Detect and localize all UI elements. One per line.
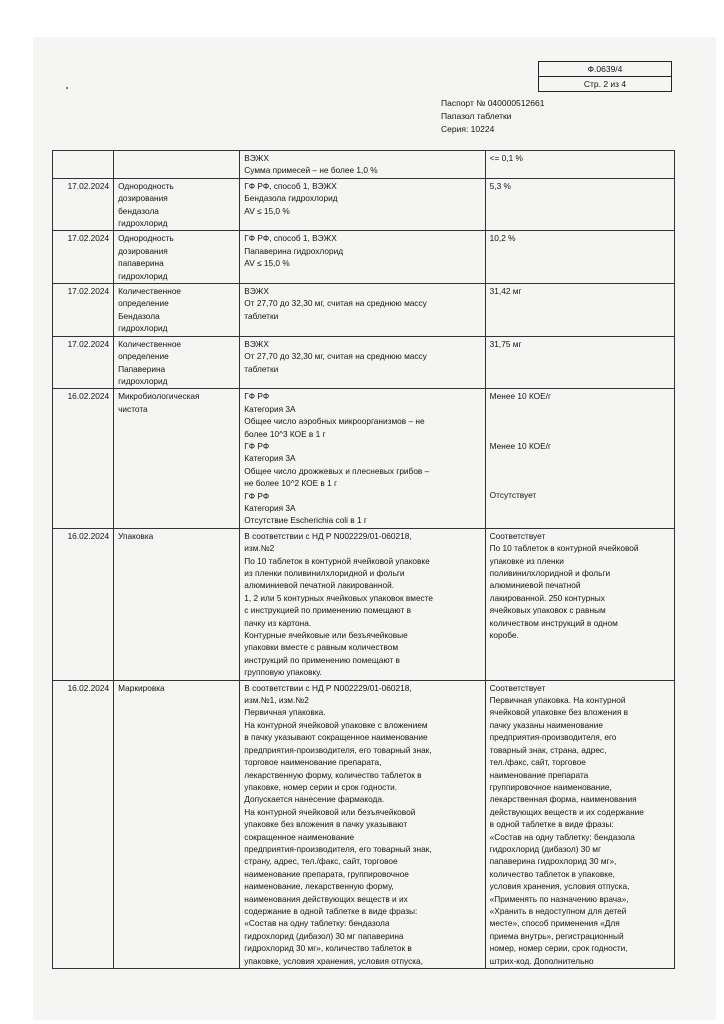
passport-header xyxy=(441,97,544,136)
specification-line: Допускается нанесение фармакода. xyxy=(244,794,385,805)
test-name-line: Количественное xyxy=(118,286,182,297)
result-line: Отсутствует xyxy=(489,490,537,501)
specification-line: Общее число дрожжевых и плесневых грибов – xyxy=(244,465,430,476)
table-row xyxy=(53,680,675,968)
specification-line: наименование, лекарственную форму, xyxy=(244,881,394,892)
specification-line: содержание в одной таблетке в виде фразы: xyxy=(244,905,418,916)
result-cell xyxy=(485,231,674,284)
table-row xyxy=(53,389,675,528)
specification-cell xyxy=(240,178,485,231)
result-line: «Применять по назначению врача», xyxy=(489,893,629,904)
table-row xyxy=(53,528,675,680)
result-line: лакированной. 250 контурных xyxy=(489,592,605,603)
test-name-cell xyxy=(114,680,240,968)
test-name-line: Микробиологическая xyxy=(118,391,200,402)
result-line: Менее 10 КОЕ/г xyxy=(489,440,551,451)
result-cell xyxy=(485,151,674,179)
test-name-line: бендазола xyxy=(118,205,159,216)
result-line: приема внутрь», регистрационный xyxy=(489,930,624,941)
test-name-line: дозирования xyxy=(118,193,168,204)
specification-line: предприятия-производителя, его товарный знак, xyxy=(244,744,432,755)
test-name-line: гидрохлорид xyxy=(118,218,168,229)
specification-cell xyxy=(240,151,485,179)
specification-line: Отсутствие Escherichia coli в 1 г xyxy=(244,515,367,526)
specification-line: Категория 3А xyxy=(244,502,296,513)
specification-line: ВЭЖХ xyxy=(244,153,269,163)
scan-speck xyxy=(66,87,68,89)
specification-line: инструкций по применению помещают в xyxy=(244,654,400,665)
specification-line: «Состав на одну таблетку: бендазола xyxy=(244,918,390,929)
result-line: предприятия-производителя, его xyxy=(489,732,617,743)
specification-line: AV ≤ 15,0 % xyxy=(244,258,290,269)
test-name-cell xyxy=(114,151,240,179)
test-date: 16.02.2024 xyxy=(53,389,114,528)
test-name-line: чистота xyxy=(118,403,148,414)
product-name: Папазол таблетки xyxy=(441,111,512,121)
form-code: Ф.0639/4 xyxy=(587,64,623,74)
specification-line: в пачку указывают сокращенное наименование xyxy=(244,732,428,743)
result-line: товарный знак, страна, адрес, xyxy=(489,744,607,755)
result-line: поливинилхлоридной и фольги xyxy=(489,568,611,578)
result-line: коробе. xyxy=(489,630,519,641)
result-line: количеством инструкций в одном xyxy=(489,617,618,628)
specification-line: Сумма примесей – не более 1,0 % xyxy=(244,165,378,176)
blank-line xyxy=(490,403,670,415)
specification-line: Бендазола гидрохлорид xyxy=(244,193,338,204)
specification-line: Общее число аэробных микроорганизмов – не xyxy=(244,416,425,427)
result-cell xyxy=(485,336,674,389)
specification-line: наименование препарата, группировочное xyxy=(244,868,409,879)
result-line: ячейковой упаковке без вложения в xyxy=(489,707,629,718)
result-cell xyxy=(485,284,674,337)
specification-line: Папаверина гидрохлорид xyxy=(244,245,344,256)
specification-line: алюминиевой печатной лакированной. xyxy=(244,580,395,591)
result-line: штрих-код. Дополнительно xyxy=(489,955,594,966)
specification-line: На контурной ячейковой или безъячейковой xyxy=(244,806,416,817)
specification-line: Категория 3А xyxy=(244,453,296,464)
table-row xyxy=(53,284,675,337)
result-line: Первичная упаковка. На контурной xyxy=(489,695,626,706)
result-line: По 10 таблеток в контурной ячейковой xyxy=(489,543,639,554)
test-date: 16.02.2024 xyxy=(53,680,114,968)
result-line: номер, номер серии, срок годности, xyxy=(489,943,628,954)
specification-cell xyxy=(240,389,485,528)
result-line: 31,42 мг xyxy=(489,286,522,297)
result-line: 10,2 % xyxy=(489,233,516,244)
result-line: в одной таблетке в виде фразы: xyxy=(489,819,614,830)
specification-line: предприятия-производителя, его товарный знак, xyxy=(244,843,432,854)
test-name-cell xyxy=(114,178,240,231)
specification-line: ГФ РФ xyxy=(244,440,270,451)
blank-line xyxy=(490,428,670,440)
specification-line: ГФ РФ xyxy=(244,490,270,501)
result-line: месте», способ применения «Для xyxy=(489,918,620,929)
specification-line: страну, адрес, тел./факс, сайт, торговое xyxy=(244,856,398,867)
specification-line: упаковке без вложения в пачку указывают xyxy=(244,819,408,830)
result-line: условия хранения, условия отпуска, xyxy=(489,881,630,892)
test-date: 17.02.2024 xyxy=(53,336,114,389)
test-name-line: Бендазола xyxy=(118,310,160,321)
result-line: Менее 10 КОЕ/г xyxy=(489,391,551,402)
specification-line: изм.№1, изм.№2 xyxy=(244,695,309,706)
specification-line: От 27,70 до 32,30 мг, считая на среднюю массу xyxy=(244,351,427,362)
table-row xyxy=(53,231,675,284)
test-name-cell xyxy=(114,336,240,389)
table-row xyxy=(53,336,675,389)
result-cell xyxy=(485,389,674,528)
result-line: Соответствует xyxy=(489,682,546,693)
result-line: «Хранить в недоступном для детей xyxy=(489,905,627,916)
specification-line: 1, 2 или 5 контурных ячейковых упаковок вместе xyxy=(244,592,434,603)
specification-line: упаковке, условия хранения, условия отпуска, xyxy=(244,955,423,966)
test-name-line: Однородность xyxy=(118,233,174,244)
test-date: 17.02.2024 xyxy=(53,284,114,337)
result-line: тел./факс, сайт, торговое xyxy=(489,757,586,768)
table-row xyxy=(53,151,675,179)
test-name-cell xyxy=(114,389,240,528)
result-line: ячейковых упаковок с равным xyxy=(489,605,606,616)
specification-line: Первичная упаковка. xyxy=(244,707,326,718)
specification-line: гидрохлорид 30 мг», количество таблеток в xyxy=(244,943,412,954)
test-name-cell xyxy=(114,284,240,337)
test-name-line: гидрохлорид xyxy=(118,270,168,281)
specification-line: гидрохлорид (дибазол) 30 мг папаверина xyxy=(244,930,404,941)
result-line: гидрохлорид (дибазол) 30 мг xyxy=(489,843,602,854)
result-line: 5,3 % xyxy=(489,180,511,191)
test-date: 17.02.2024 xyxy=(53,231,114,284)
result-line: «Состав на одну таблетку: бендазола xyxy=(489,831,635,842)
specification-line: В соответствии с НД Р N002229/01-060218, xyxy=(244,530,412,541)
specification-line: более 10^3 КОЕ в 1 г xyxy=(244,428,326,439)
test-name-line: определение xyxy=(118,298,169,309)
test-name-line: Однородность xyxy=(118,180,174,191)
test-name-line: гидрохлорид xyxy=(118,375,168,386)
page-number: Стр. 2 из 4 xyxy=(539,76,671,91)
test-name-line: определение xyxy=(118,351,169,362)
specification-line: таблетки xyxy=(244,310,279,321)
blank-line xyxy=(490,465,670,477)
result-cell xyxy=(485,528,674,680)
result-line: количество таблеток в упаковке, xyxy=(489,868,615,879)
specification-line: ГФ РФ, способ 1, ВЭЖХ xyxy=(244,233,337,244)
blank-line xyxy=(490,477,670,489)
specification-line: из пленки поливинилхлоридной и фольги xyxy=(244,568,405,578)
result-line: Соответствует xyxy=(489,530,546,541)
test-name-line: гидрохлорид xyxy=(118,323,168,334)
test-name-line: Маркировка xyxy=(118,682,165,693)
test-name-line: Папаверина xyxy=(118,363,166,374)
test-name-line: Упаковка xyxy=(118,530,154,541)
test-name-line: папаверина xyxy=(118,258,164,269)
analysis-table xyxy=(52,150,675,969)
result-line: 31,75 мг xyxy=(489,338,522,349)
test-date: 16.02.2024 xyxy=(53,528,114,680)
specification-line: ГФ РФ xyxy=(244,391,270,402)
result-cell xyxy=(485,680,674,968)
specification-line: ВЭЖХ xyxy=(244,286,269,297)
specification-line: с инструкцией по применению помещают в xyxy=(244,605,411,616)
batch-number: Серия: 10224 xyxy=(441,124,495,134)
result-line: <= 0,1 % xyxy=(489,153,523,163)
specification-line: упаковки вместе с равным количеством xyxy=(244,642,399,653)
specification-line: лекарственную форму, количество таблеток в xyxy=(244,769,422,780)
specification-cell xyxy=(240,680,485,968)
test-name-cell xyxy=(114,528,240,680)
specification-line: Категория 3А xyxy=(244,403,296,414)
blank-line xyxy=(490,452,670,464)
specification-line: наименования действующих веществ и их xyxy=(244,893,408,904)
specification-line: От 27,70 до 32,30 мг, считая на среднюю массу xyxy=(244,298,427,309)
specification-cell xyxy=(240,284,485,337)
specification-cell xyxy=(240,336,485,389)
specification-line: ГФ РФ, способ 1, ВЭЖХ xyxy=(244,180,337,191)
form-code-box xyxy=(538,61,672,92)
test-name-line: дозирования xyxy=(118,245,168,256)
specification-line: пачку из картона. xyxy=(244,617,312,628)
specification-line: Контурные ячейковые или безъячейковые xyxy=(244,630,408,641)
specification-line: групповую упаковку. xyxy=(244,667,322,678)
test-date: 17.02.2024 xyxy=(53,178,114,231)
specification-line: не более 10^2 КОЕ в 1 г xyxy=(244,478,338,489)
specification-line: сокращенное наименование xyxy=(244,831,355,842)
specification-line: таблетки xyxy=(244,363,279,374)
test-name-line: Количественное xyxy=(118,338,182,349)
specification-line: AV ≤ 15,0 % xyxy=(244,205,290,216)
specification-cell xyxy=(240,528,485,680)
result-line: группировочное наименование, xyxy=(489,781,612,792)
result-cell xyxy=(485,178,674,231)
specification-line: В соответствии с НД Р N002229/01-060218, xyxy=(244,682,412,693)
test-name-cell xyxy=(114,231,240,284)
specification-line: изм.№2 xyxy=(244,543,275,554)
result-line: алюминиевой печатной xyxy=(489,580,581,591)
result-line: лекарственная форма, наименования xyxy=(489,794,637,805)
specification-line: На контурной ячейковой упаковке с вложением xyxy=(244,719,428,730)
specification-cell xyxy=(240,231,485,284)
blank-line xyxy=(490,415,670,427)
test-date xyxy=(53,151,114,179)
result-line: папаверина гидрохлорид 30 мг», xyxy=(489,856,617,867)
specification-line: ВЭЖХ xyxy=(244,338,269,349)
specification-line: торговое наименование препарата, xyxy=(244,757,382,768)
result-line: наименование препарата xyxy=(489,769,589,780)
result-line: упаковке из пленки xyxy=(489,555,564,566)
result-line: пачку указаны наименование xyxy=(489,719,603,730)
specification-line: По 10 таблеток в контурной ячейковой упаковке xyxy=(244,555,430,566)
specification-line: упаковке, номер серии и срок годности. xyxy=(244,781,398,792)
result-line: действующих веществ и их содержание xyxy=(489,806,644,817)
table-row xyxy=(53,178,675,231)
passport-number: Паспорт № 040000512661 xyxy=(441,98,545,108)
